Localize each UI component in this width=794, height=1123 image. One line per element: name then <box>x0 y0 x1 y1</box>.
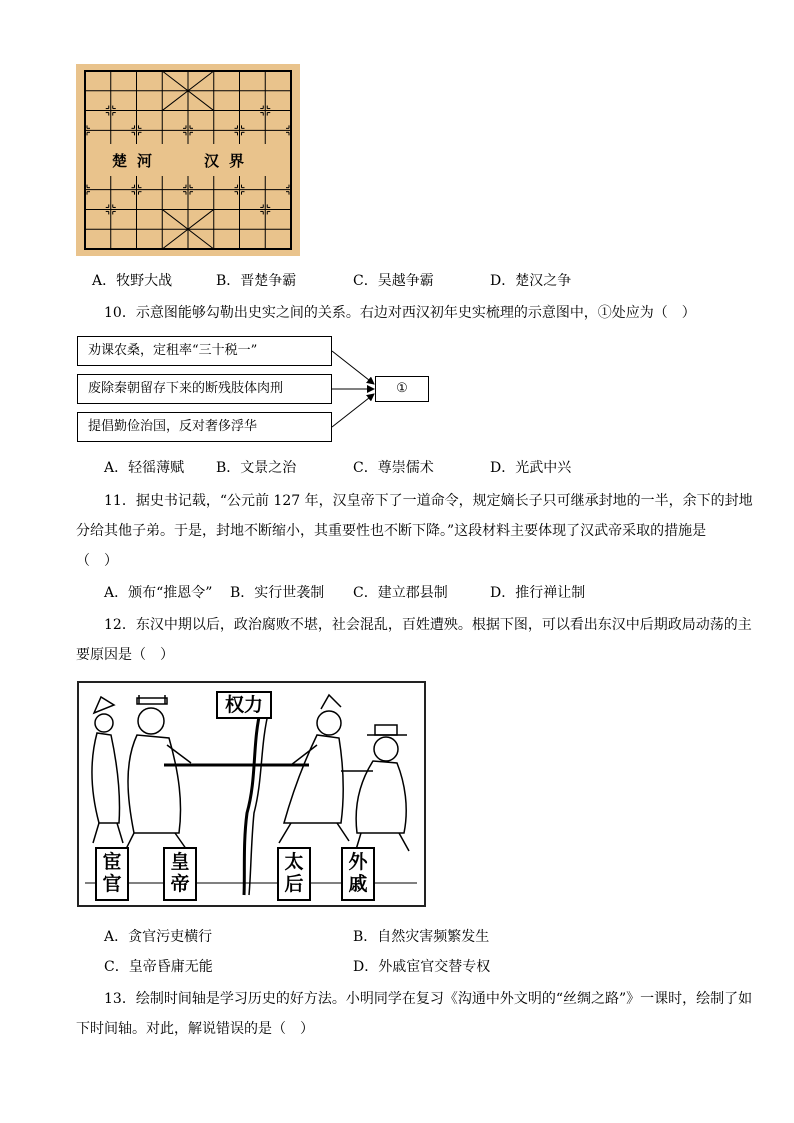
q12-option-b[interactable]: B．自然灾害频繁发生 <box>353 929 490 945</box>
q11-stem-line1: 11．据史书记载，“公元前 127 年，汉皇帝下了一道命令，规定嫡长子只可继承封地的一半，余下的封地 <box>104 493 753 509</box>
q9-option-a[interactable]: A．牧野大战 <box>92 273 173 289</box>
q9-option-c[interactable]: C．吴越争霸 <box>353 273 434 289</box>
q10-option-c[interactable]: C．尊崇儒术 <box>353 460 434 476</box>
label-consort-kin-text: 外戚 <box>348 851 368 895</box>
q11-option-c[interactable]: C．建立郡县制 <box>353 585 448 601</box>
q13-stem-line1: 13．绘制时间轴是学习历史的好方法。小明同学在复习《沟通中外文明的“丝绸之路”》一课时，绘制了如 <box>104 991 753 1007</box>
q12-cartoon <box>77 681 426 907</box>
q12-option-c[interactable]: C．皇帝昏庸无能 <box>104 959 213 975</box>
label-emperor-text: 皇帝 <box>170 851 190 895</box>
q10-target-box: ① <box>375 376 429 402</box>
q10-box-1: 劝课农桑，定租率“三十税一” <box>77 336 332 366</box>
q11-option-a[interactable]: A．颁布“推恩令” <box>104 585 213 601</box>
label-empress-dowager-text: 太后 <box>284 851 304 895</box>
river-left-label: 楚河 <box>112 152 163 170</box>
label-eunuch-text: 宦官 <box>102 851 122 895</box>
q9-option-b[interactable]: B．晋楚争霸 <box>216 273 297 289</box>
power-label: 权力 <box>216 691 272 719</box>
q10-arrows <box>330 340 380 440</box>
q10-option-d[interactable]: D．光武中兴 <box>490 460 572 476</box>
q11-stem-line3: （ ） <box>76 553 118 569</box>
q10-option-a[interactable]: A．轻徭薄赋 <box>104 460 185 476</box>
q9-option-d[interactable]: D．楚汉之争 <box>490 273 572 289</box>
q13-stem-line2: 下时间轴。对此，解说错误的是（ ） <box>76 1021 314 1037</box>
label-eunuch <box>95 847 129 901</box>
label-emperor <box>163 847 197 901</box>
q12-option-a[interactable]: A．贪官污吏横行 <box>104 929 213 945</box>
q12-stem-line2: 要原因是（ ） <box>76 647 174 663</box>
q10-box-2: 废除秦朝留存下来的断残肢体肉刑 <box>77 374 332 404</box>
q12-stem-line1: 12．东汉中期以后，政治腐败不堪，社会混乱，百姓遭殃。根据下图，可以看出东汉中后期政局动荡的主 <box>104 617 752 633</box>
q11-option-d[interactable]: D．推行禅让制 <box>490 585 586 601</box>
q10-stem: 10．示意图能够勾勒出史实之间的关系。右边对西汉初年史实梳理的示意图中，①处应为（ ） <box>104 305 696 321</box>
river-right-label: 汉界 <box>204 152 255 170</box>
chessboard-figure <box>76 64 300 256</box>
q11-stem-line2: 分给其他子弟。于是，封地不断缩小，其重要性也不断下降。”这段材料主要体现了汉武帝采取的措施是 <box>76 523 707 539</box>
q10-box-3: 提倡勤俭治国，反对奢侈浮华 <box>77 412 332 442</box>
q11-option-b[interactable]: B．实行世袭制 <box>230 585 325 601</box>
q10-option-b[interactable]: B．文景之治 <box>216 460 297 476</box>
q12-option-d[interactable]: D．外戚宦官交替专权 <box>353 959 491 975</box>
label-consort-kin <box>341 847 375 901</box>
label-empress-dowager <box>277 847 311 901</box>
